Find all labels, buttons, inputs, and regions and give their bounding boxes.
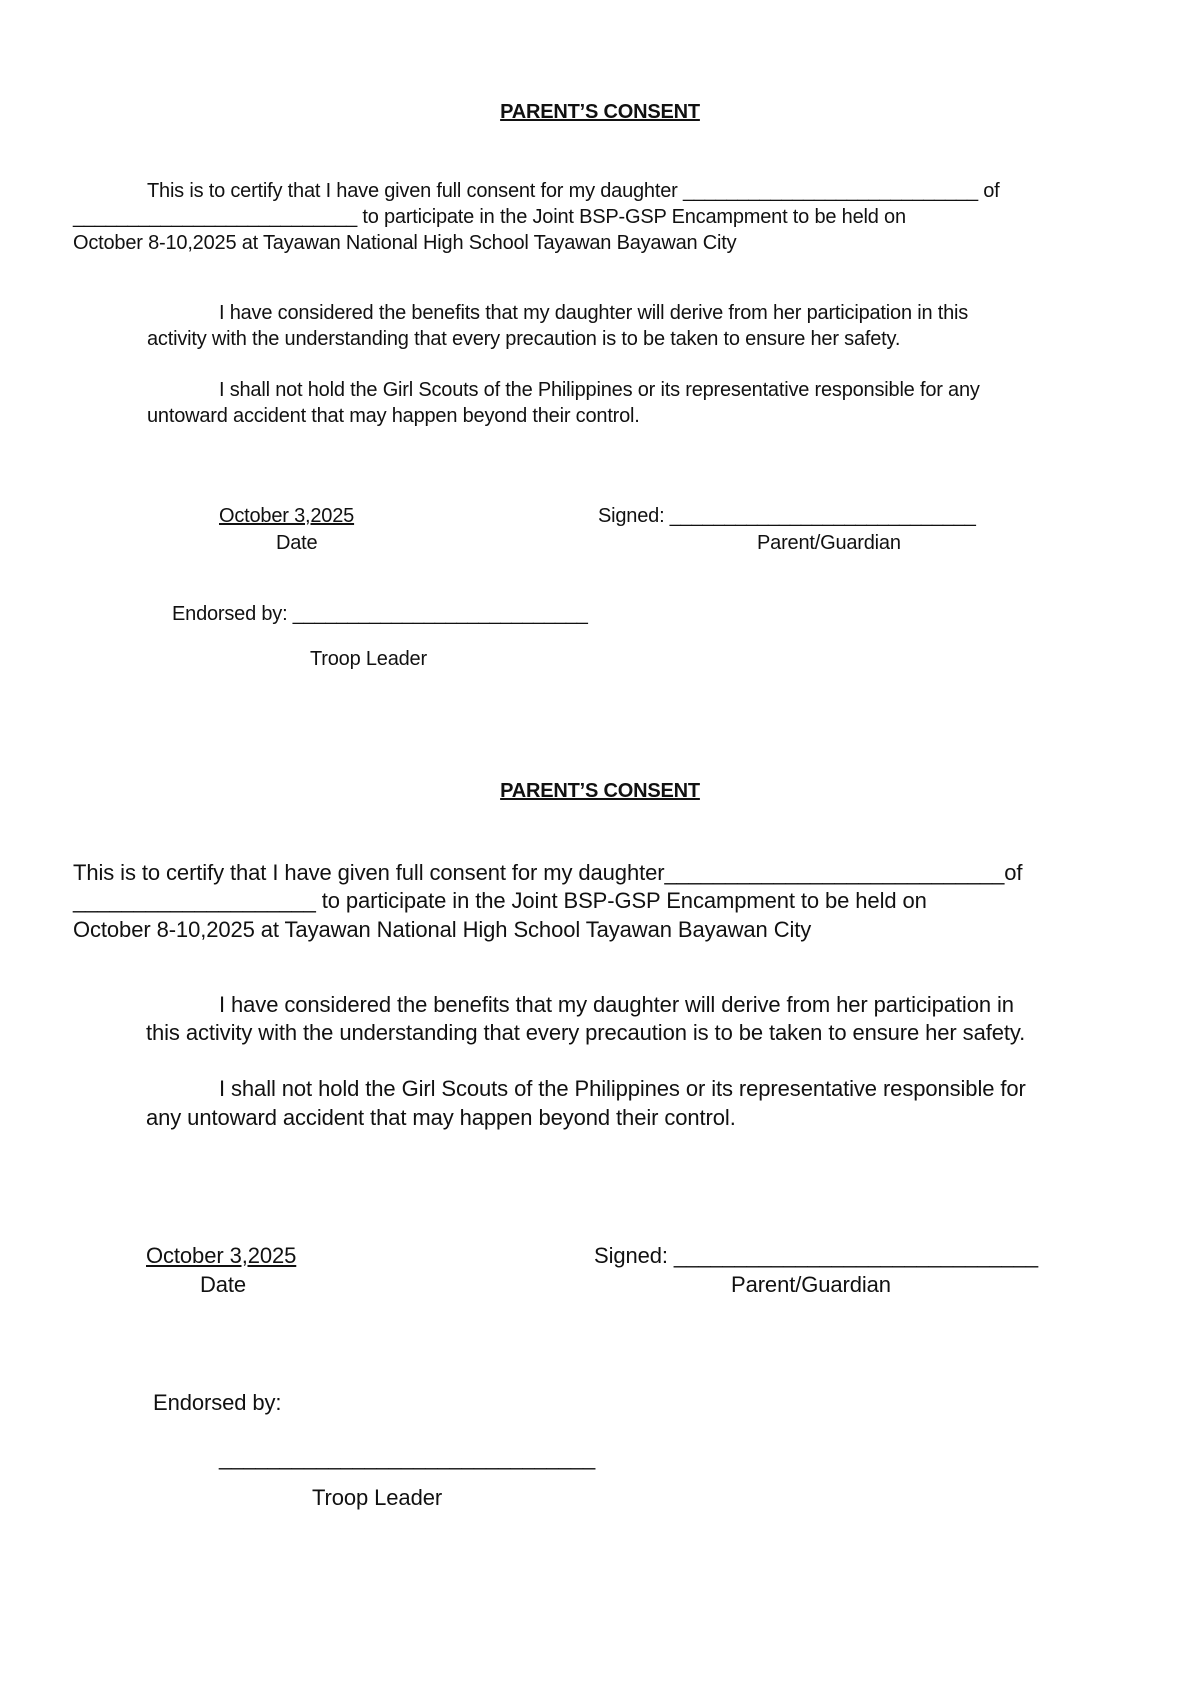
form2-date-value: October 3,2025	[146, 1243, 297, 1268]
form2-certify-line2: ____________________ to participate in the Joint BSP-GSP Encampment to be held on	[73, 888, 927, 913]
form1-date-label: Date	[276, 532, 318, 554]
form2-date-label: Date	[200, 1272, 247, 1297]
form1-benefits-line2: activity with the understanding that every precaution is to be taken to ensure her safety.	[147, 328, 901, 350]
form2-certify-line1: This is to certify that I have given full consent for my daughter____________________________of	[73, 860, 1023, 885]
form1-parent-guardian-label: Parent/Guardian	[757, 532, 901, 554]
form1-signature-line: Signed: ____________________________	[598, 505, 976, 527]
form1-date-value: October 3,2025	[219, 505, 355, 527]
form2-endorse-signature-line: _______________________________	[219, 1445, 596, 1470]
form1-certify-line1: This is to certify that I have given full consent for my daughter ___________________________ of	[147, 180, 1000, 202]
form2-endorsed-label: Endorsed by:	[153, 1390, 282, 1415]
form1-certify-line3: October 8-10,2025 at Tayawan National High School Tayawan Bayawan City	[73, 232, 737, 254]
form1-endorsed-line: Endorsed by: ___________________________	[172, 603, 588, 625]
form2-parent-guardian-label: Parent/Guardian	[731, 1272, 891, 1297]
form2-title: PARENT’S CONSENT	[500, 780, 700, 802]
form2-liability-line2: any untoward accident that may happen beyond their control.	[146, 1105, 736, 1130]
form2-liability-line1: I shall not hold the Girl Scouts of the Philippines or its representative responsible for	[219, 1076, 1026, 1101]
form1-troop-leader-label: Troop Leader	[310, 648, 427, 670]
form1-liability-line1: I shall not hold the Girl Scouts of the Philippines or its representative responsible for any	[219, 379, 980, 401]
form2-certify-line3: October 8-10,2025 at Tayawan National High School Tayawan Bayawan City	[73, 917, 812, 942]
form1-benefits-line1: I have considered the benefits that my daughter will derive from her participation in this	[219, 302, 969, 324]
form1-title: PARENT’S CONSENT	[500, 101, 700, 123]
form2-benefits-line1: I have considered the benefits that my daughter will derive from her participation in	[219, 992, 1014, 1017]
form2-troop-leader-label: Troop Leader	[312, 1485, 443, 1510]
form2-signature-line: Signed: ______________________________	[594, 1243, 1038, 1268]
form1-certify-line2: __________________________ to participate in the Joint BSP-GSP Encampment to be held on	[73, 206, 906, 228]
form1-liability-line2: untoward accident that may happen beyond their control.	[147, 405, 640, 427]
form2-benefits-line2: this activity with the understanding that every precaution is to be taken to ensure her safety.	[146, 1020, 1026, 1045]
